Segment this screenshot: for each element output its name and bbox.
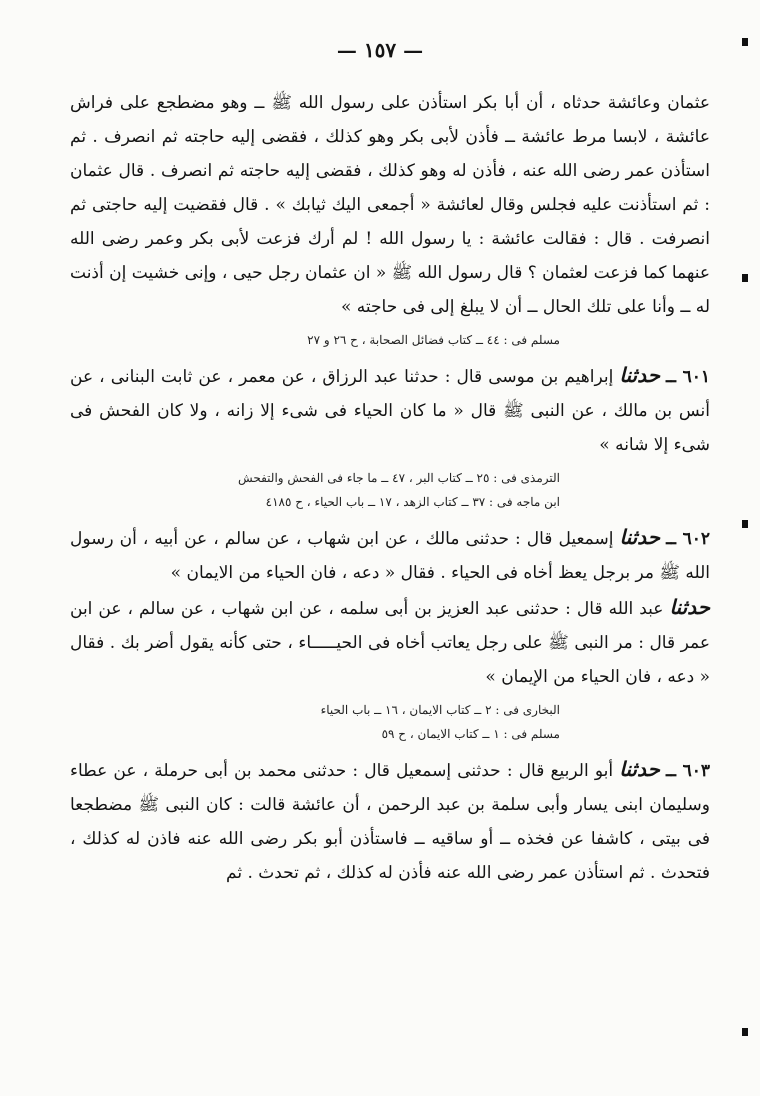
page-number: — ١٥٧ — [336,38,424,62]
hadith-keyword: حدثنا [669,595,711,619]
reference-group [70,330,710,350]
hadith-number: ٦٠٣ ــ [665,761,711,781]
reference-group [70,700,710,744]
hadith-text: إسمعيل قال : حدثنى مالك ، عن ابن شهاب ، عن سالم ، عن أبيه ، أن رسول الله ﷺ مر برجل يعظ أخاه فى الحياء . فقال « دعه ، فان الحياء من الايمان » [70,529,710,583]
hadith-number: ٦٠١ ــ [666,367,710,387]
page-content [70,86,710,890]
reference-group [70,468,710,512]
hadith-keyword: حدثنا [619,525,661,549]
scan-mark [742,38,748,46]
hadith-paragraph [70,358,710,462]
reference-line: ابن ماجه فى : ٣٧ ــ كتاب الزهد ، ١٧ ــ باب الحياء ، ح ٤١٨٥ [265,495,560,509]
hadith-text: عبد الله قال : حدثنى عبد العزيز بن أبى سلمه ، عن ابن شهاب ، عن سالم ، عن ابن عمر قال : مر النبى ﷺ على رجل يعاتب أخاه فى الحيـــــاء ، حتى كأنه يقول أضر بك . فقال « دعه ، فان الحياء من الإيمان » [70,599,710,687]
hadith-text: عثمان وعائشة حدثاه ، أن أبا بكر استأذن على رسول الله ﷺ ــ وهو مضطجع على فراش عائشة ، لابسا مرط عائشة ــ فأذن لأبى بكر وهو كذلك ، فقضى إليه حاجته ثم انصرف . ثم استأذن عمر رضى الله عنه ، فأذن له وهو كذلك ، فقضى إليه حاجته ثم انصرف . قال عثمان : ثم استأذنت عليه فجلس وقال لعائشة « أجمعى اليك ثيابك » . قال فقضيت إليه حاجتى ثم انصرفت . قال : فقالت عائشة : يا رسول الله ! لم أرك فزعت لأبى بكر وعمر رضى الله عنهما كما فزعت لعثمان ؟ قال رسول الله ﷺ « ان عثمان رجل حيى ، وإنى خشيت إن أذنت له ــ وأنا على تلك الحال ــ أن لا يبلغ إلى فى حاجته » [70,93,710,317]
hadith-paragraph [70,86,710,324]
scan-mark [742,1028,748,1036]
hadith-number: ٦٠٢ ــ [666,529,710,549]
hadith-paragraph [70,590,710,694]
hadith-paragraph [70,752,710,890]
scan-mark [742,520,748,528]
reference-line: الترمذى فى : ٢٥ ــ كتاب البر ، ٤٧ ــ ما جاء فى الفحش والتفحش [238,471,560,485]
reference-line: البخارى فى : ٢ ــ كتاب الايمان ، ١٦ ــ باب الحياء [320,703,560,717]
reference-line: مسلم فى : ٤٤ ــ كتاب فضائل الصحابة ، ح ٢٦ و ٢٧ [307,333,560,347]
scan-mark [742,274,748,282]
hadith-paragraph [70,520,710,590]
hadith-text: أبو الربيع قال : حدثنى إسمعيل قال : حدثنى محمد بن أبى حرملة ، عن عطاء وسليمان ابنى يسار وأبى سلمة بن عبد الرحمن ، أن عائشة قالت : كان النبى ﷺ مضطجعا فى بيتى ، كاشفا عن فخذه ــ أو ساقيه ــ فاستأذن أبو بكر رضى الله عنه فاذن له كذلك ، فتحدث . ثم استأذن عمر رضى الله عنه فأذن له كذلك ، ثم تحدث . ثم [70,761,710,883]
hadith-keyword: حدثنا [619,363,660,387]
reference-line: مسلم فى : ١ ــ كتاب الايمان ، ح ٥٩ [381,727,560,741]
hadith-keyword: حدثنا [619,757,660,781]
hadith-text: إبراهيم بن موسى قال : حدثنا عبد الرزاق ، عن معمر ، عن ثابت البنانى ، عن أنس بن مالك ، عن النبى ﷺ قال « ما كان الحياء فى شىء إلا زانه ، ولا كان الفحش فى شىء إلا شانه » [70,367,710,455]
